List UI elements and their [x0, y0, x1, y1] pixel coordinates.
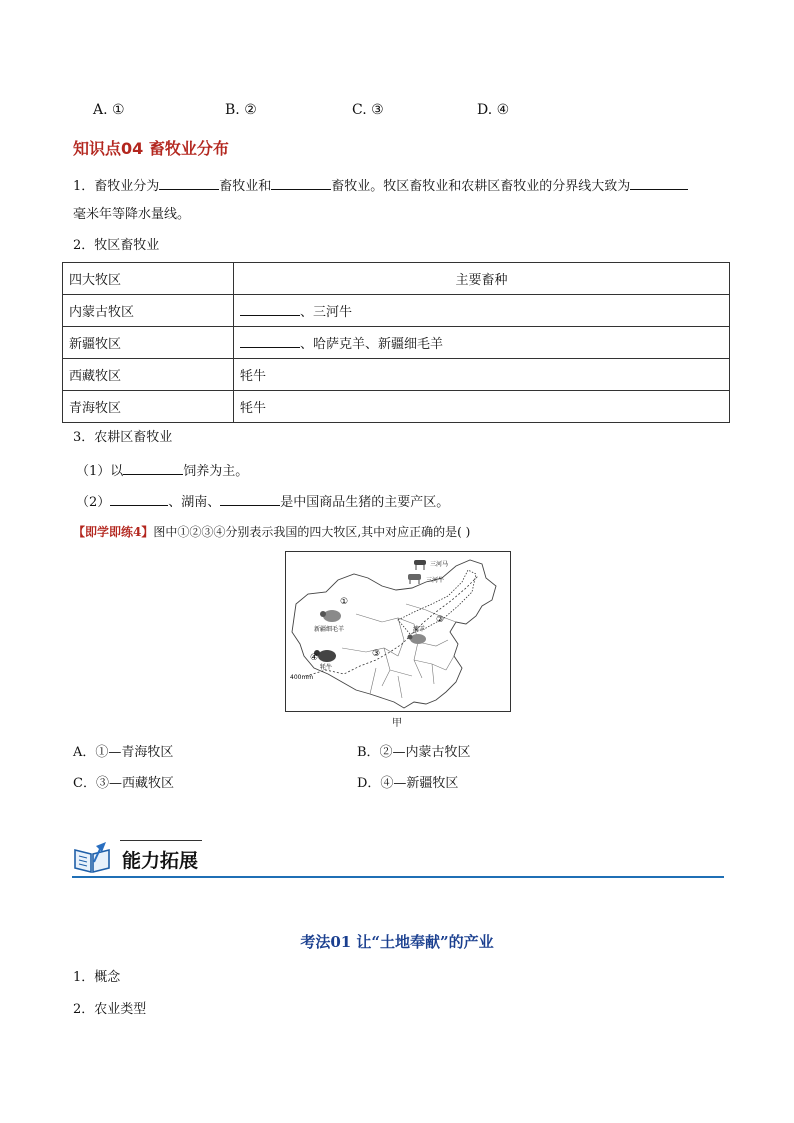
- cattle-icon: [408, 574, 421, 584]
- answer-a: A．①—青海牧区: [73, 745, 174, 760]
- p3-2-text-a: （2）: [76, 495, 111, 510]
- paragraph-2: 2．牧区畜牧业: [73, 238, 160, 253]
- table-cell-animal: 牦牛: [234, 391, 730, 423]
- fill-blank: [220, 491, 280, 506]
- p3-1-text-a: （1）以: [76, 464, 124, 479]
- section-top-rule: [120, 840, 202, 841]
- paragraph-1: [73, 175, 688, 197]
- open-book-icon: [72, 842, 112, 874]
- kaofa-title: 考法01 让“土地奉献”的产业: [300, 933, 494, 951]
- fill-blank: [110, 491, 168, 506]
- exercise-text: 图中①②③④分别表示我国的四大牧区,其中对应正确的是( ): [153, 525, 471, 539]
- table-cell-animal: [234, 327, 730, 359]
- table-cell-region: 西藏牧区: [63, 359, 234, 391]
- label-xinjiang-sheep: 新疆细毛羊: [314, 626, 345, 633]
- p3-2-text-c: 是中国商品生猪的主要产区。: [280, 495, 450, 510]
- table-header-row: [63, 263, 730, 295]
- table-row: [63, 327, 730, 359]
- label-yak: 牦牛: [320, 664, 333, 671]
- animal-text: 、三河牛: [300, 305, 353, 320]
- china-outline: [292, 560, 496, 708]
- table-header: 四大牧区: [63, 263, 234, 295]
- section-title: 能力拓展: [122, 850, 199, 872]
- option-a: A. ①: [93, 102, 125, 118]
- paragraph-3-1: [76, 460, 248, 482]
- knowledge-point-title: 知识点04 畜牧业分布: [73, 139, 229, 158]
- pasture-table: [62, 262, 730, 423]
- table-cell-region: 青海牧区: [63, 391, 234, 423]
- paragraph-1-cont: 毫米年等降水量线。: [73, 207, 191, 222]
- horse-icon: [414, 560, 426, 570]
- item-agri-types: 2．农业类型: [73, 1002, 147, 1017]
- table-cell-region: 新疆牧区: [63, 327, 234, 359]
- fill-blank: [630, 175, 688, 190]
- table-cell-region: 内蒙古牧区: [63, 295, 234, 327]
- fill-blank: [240, 301, 300, 316]
- sheep-icon-tan: [408, 634, 427, 644]
- label-isohyet: 400mm: [290, 674, 314, 681]
- option-d: D. ④: [477, 102, 510, 118]
- item-concept: 1．概念: [73, 970, 121, 985]
- paragraph-3: 3．农耕区畜牧业: [73, 430, 173, 445]
- p1-text-c: 畜牧业。牧区畜牧业和农耕区畜牧业的分界线大致为: [331, 179, 631, 194]
- answer-c: C．③—西藏牧区: [73, 776, 174, 791]
- exercise-tag: 【即学即练4】: [73, 525, 154, 539]
- p3-1-text-b: 饲养为主。: [183, 464, 249, 479]
- map-caption: 甲: [392, 718, 402, 729]
- label-tan-sheep: 滩羊: [413, 626, 426, 633]
- fill-blank: [159, 175, 219, 190]
- p3-2-text-b: 、湖南、: [168, 495, 221, 510]
- option-c: C. ③: [352, 102, 384, 118]
- label-region-4: ④: [310, 653, 319, 663]
- label-region-2: ②: [436, 615, 445, 625]
- table-cell-animal: [234, 295, 730, 327]
- animal-text: 、哈萨克羊、新疆细毛羊: [300, 337, 444, 352]
- table-header: 主要畜种: [234, 263, 730, 295]
- exercise-question: [73, 522, 470, 542]
- table-row: [63, 359, 730, 391]
- fill-blank: [271, 175, 331, 190]
- pasture-map: [285, 551, 511, 712]
- answer-b: B．②—内蒙古牧区: [357, 745, 471, 760]
- label-sanheniu: 三河牛: [426, 577, 445, 584]
- section-rule: [72, 876, 724, 878]
- china-map-figure: [286, 552, 510, 711]
- fill-blank: [240, 333, 300, 348]
- option-b: B. ②: [225, 102, 257, 118]
- label-sanhema: 三河马: [430, 561, 449, 568]
- table-cell-animal: 牦牛: [234, 359, 730, 391]
- table-row: [63, 295, 730, 327]
- p1-text-a: 1．畜牧业分为: [73, 179, 160, 194]
- paragraph-3-2: [76, 491, 449, 513]
- sheep-icon-xinjiang: [320, 610, 341, 622]
- table-row: [63, 391, 730, 423]
- fill-blank: [123, 460, 183, 475]
- label-region-3: ③: [372, 649, 381, 659]
- section-header: [72, 840, 724, 880]
- label-region-1: ①: [340, 597, 349, 607]
- p1-text-b: 畜牧业和: [219, 179, 272, 194]
- answer-d: D．④—新疆牧区: [357, 776, 459, 791]
